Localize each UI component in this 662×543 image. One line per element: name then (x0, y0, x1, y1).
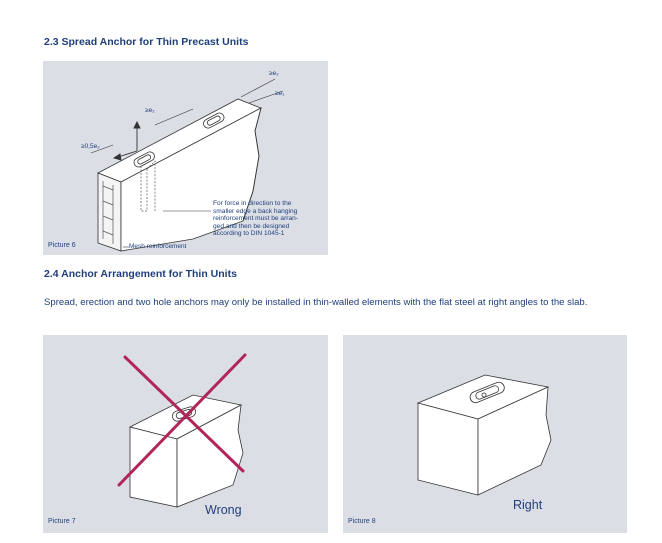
section-heading-2-3: 2.3 Spread Anchor for Thin Precast Units (44, 36, 249, 48)
dimension-label-e2: ≥e₂ (269, 70, 279, 77)
figure-picture-7 (43, 335, 328, 533)
picture-8-caption: Picture 8 (348, 518, 376, 525)
picture-6-caption: Picture 6 (48, 242, 76, 249)
picture-7-caption: Picture 7 (48, 518, 76, 525)
section-heading-2-4: 2.4 Anchor Arrangement for Thin Units (44, 268, 237, 280)
section-2-4-paragraph: Spread, erection and two hole anchors may only be installed in thin-walled elements with the flat steel at right angles to the slab. (44, 297, 588, 308)
wrong-orientation-block (43, 335, 328, 533)
dimension-label-half-e2: ≥0,5e₂ (81, 143, 100, 150)
dimension-label-e1: ≥e₁ (275, 90, 285, 97)
back-hanging-reinforcement-note: For force in direction to the smaller edge a back hanging reinforcement must be arran- ged and then be designed according to DIN 1045-1 (213, 200, 299, 238)
mesh-reinforcement-label: Mesh reinforcement (129, 243, 187, 250)
wrong-label: Wrong (205, 503, 242, 517)
figure-picture-8 (343, 335, 627, 533)
dimension-label-e2-side: ≥e₂ (145, 107, 155, 114)
right-label: Right (513, 498, 543, 512)
figure-picture-6 (43, 61, 328, 255)
right-orientation-block (343, 335, 627, 533)
